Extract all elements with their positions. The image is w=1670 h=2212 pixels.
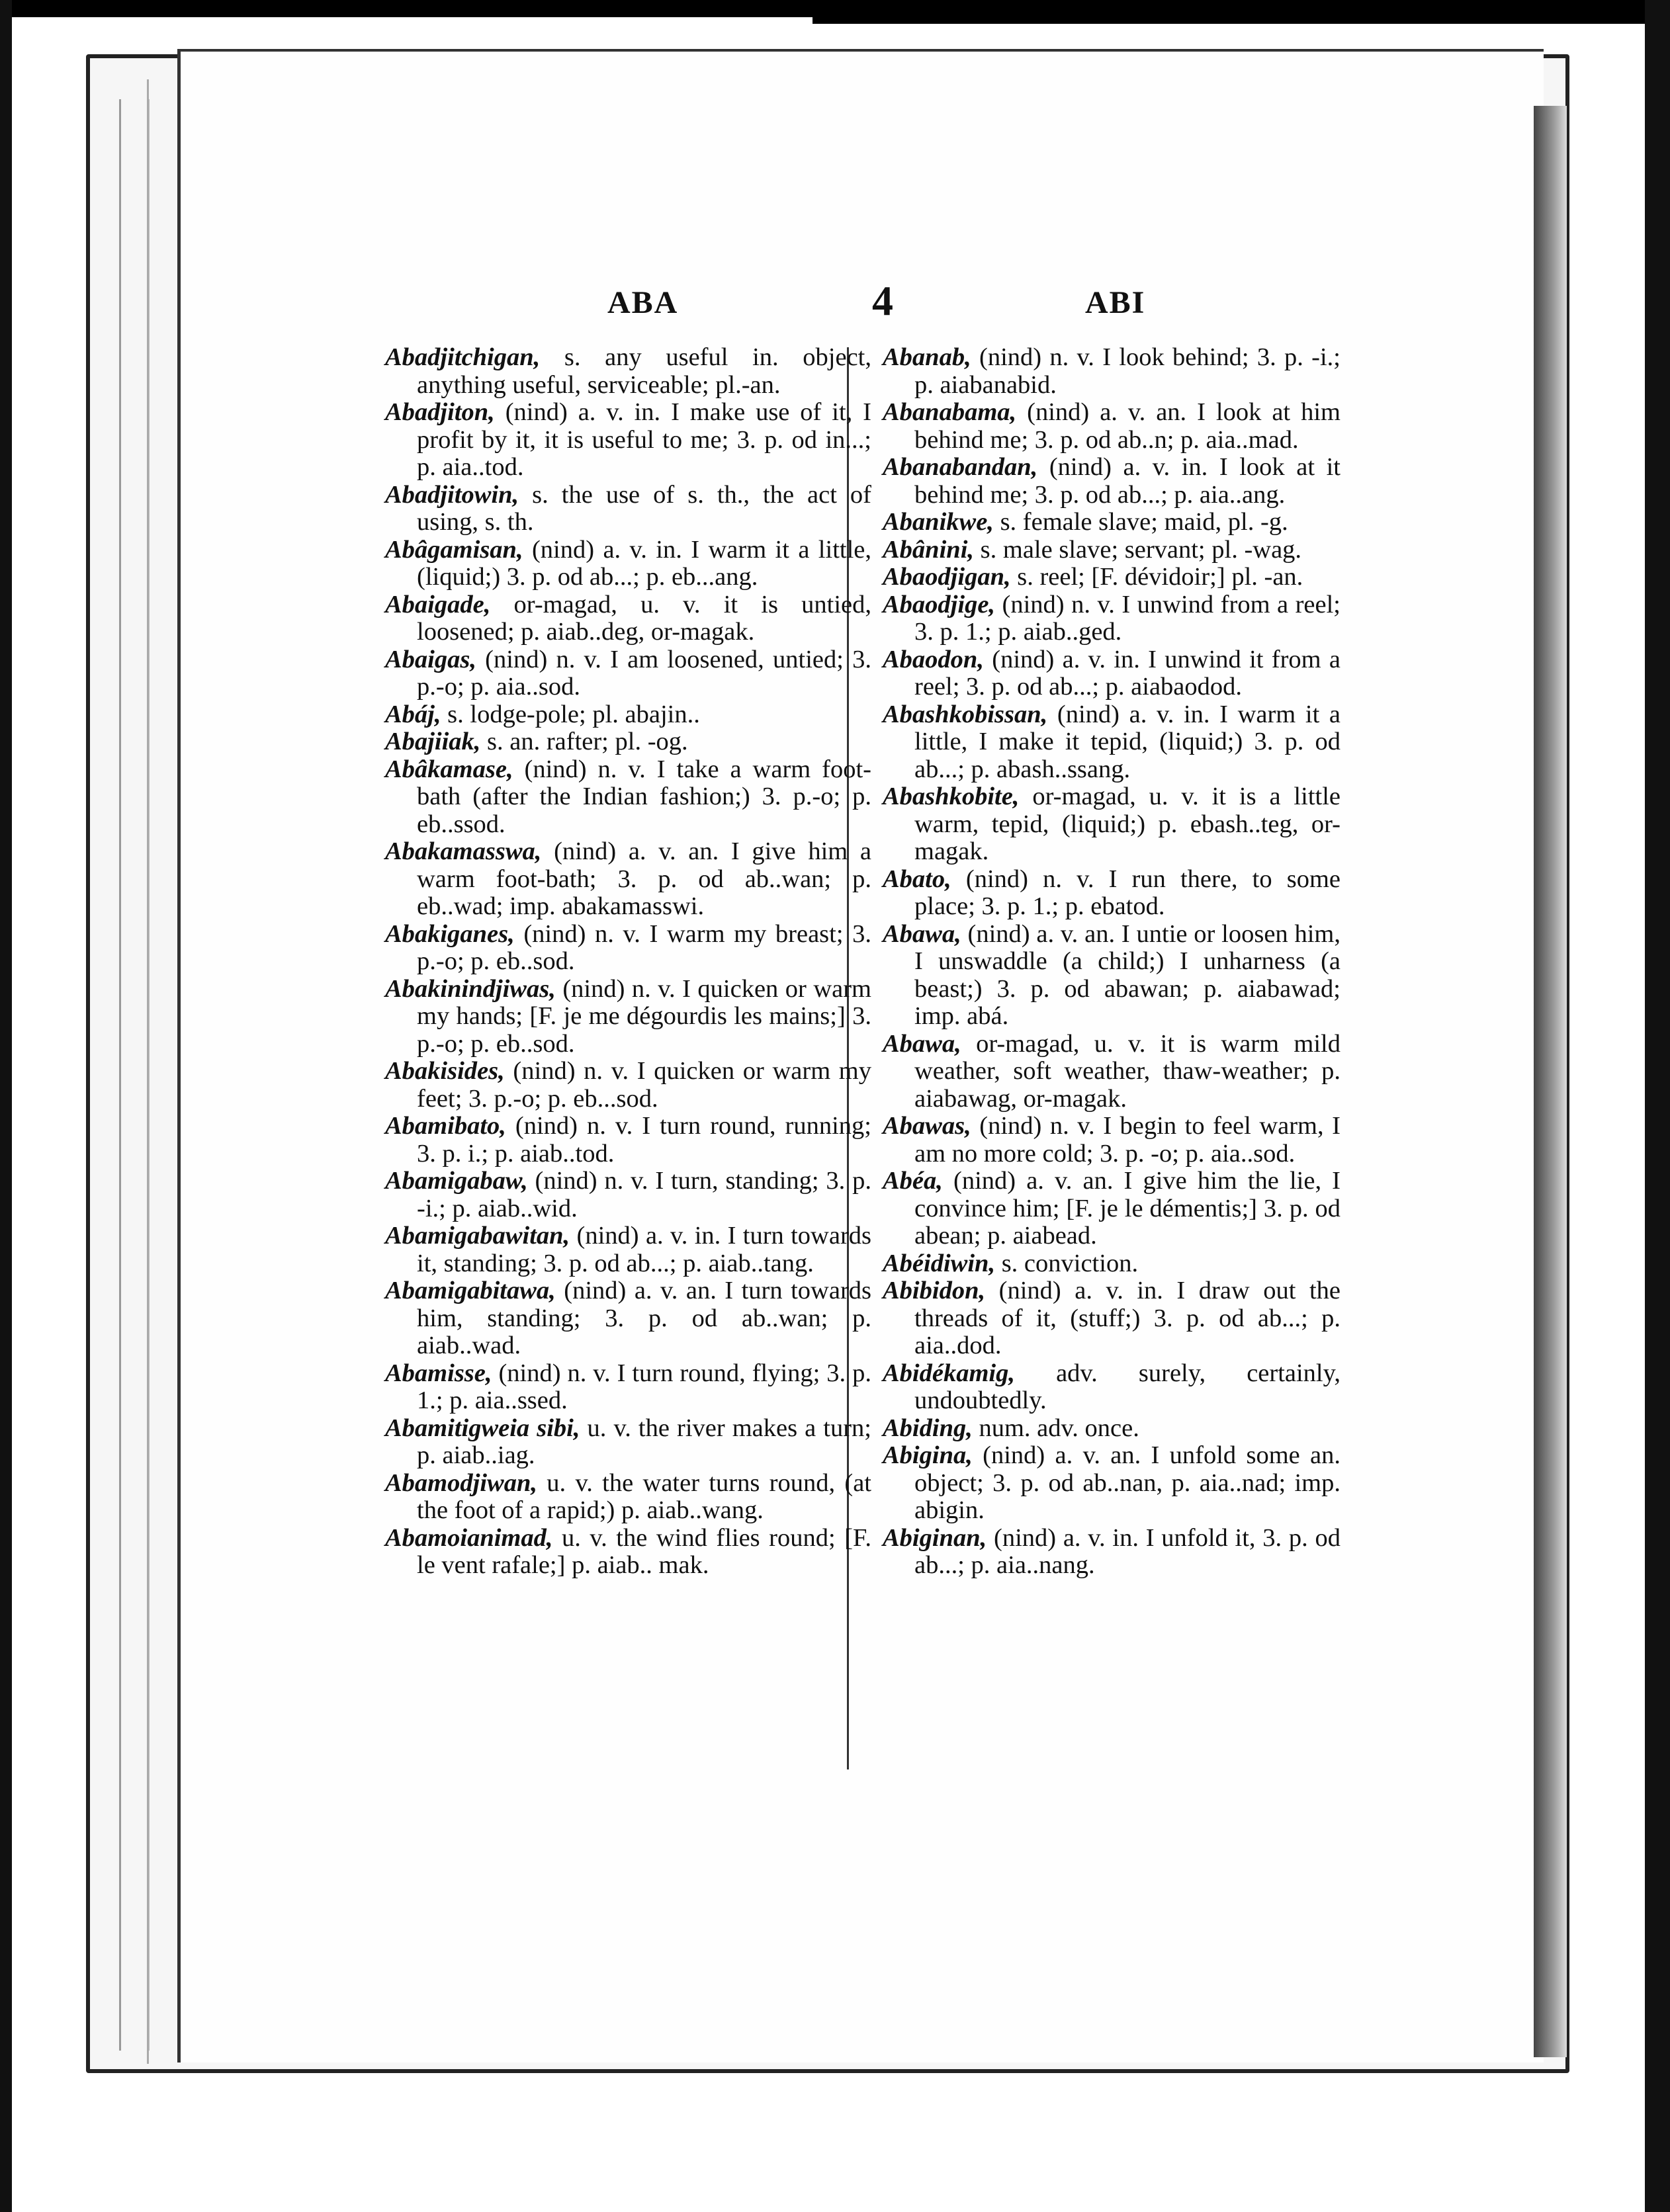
definition: (nind) a. v. in. I draw out the threads of it, (stuff;) 3. p. od ab...; p. aia..dod.	[914, 1277, 1340, 1359]
headword: Abaodjigan,	[883, 563, 1011, 591]
definition: (nind) a. v. an. I untie or loosen him, I unswaddle (a child;) I unharness (a beast;) 3. p. od abawan; p. aiabawad; imp. abá.	[914, 919, 1340, 1030]
headword: Abadjiton,	[385, 398, 495, 426]
dictionary-entry	[883, 701, 1340, 784]
dictionary-entry	[385, 1415, 871, 1470]
definition: s. female slave; maid, pl. -g.	[993, 508, 1288, 536]
definition: or-magad, u. v. it is untied, loosened; p. aiab..deg, or-magak.	[417, 590, 871, 646]
headword: Abâgamisan,	[385, 535, 523, 564]
guide-word-right: ABI	[1085, 285, 1146, 320]
definition: (nind) a. v. in. I look at it behind me; 3. p. od ab...; p. aia..ang.	[914, 453, 1340, 509]
definition: (nind) n. v. I unwind from a reel; 3. p. 1.; p. aiab..ged.	[914, 590, 1340, 646]
dictionary-entry	[883, 646, 1340, 701]
definition: s. male slave; servant; pl. -wag.	[974, 535, 1302, 564]
headword: Abato,	[883, 865, 951, 893]
headword: Abaigas,	[385, 645, 476, 673]
dictionary-entry	[883, 509, 1340, 536]
dictionary-entry	[385, 701, 871, 729]
headword: Abâkamase,	[385, 755, 513, 783]
headword: Abiding,	[883, 1414, 973, 1442]
dictionary-entry	[883, 1525, 1340, 1580]
page-stack-edge-2	[147, 79, 175, 2064]
definition: (nind) a. v. in. I warm it a little, I make it tepid, (liquid;) 3. p. od ab...; p. abash..ssang.	[914, 700, 1340, 783]
headword: Abamisse,	[385, 1359, 492, 1387]
headword: Abaodjige,	[883, 590, 996, 618]
headword: Abânini,	[883, 535, 975, 564]
headword: Abadjitowin,	[385, 480, 519, 509]
definition: (nind) n. v. I quicken or warm my hands; [F. je me dégourdis les mains;] 3. p.-o; p. eb..sod.	[417, 974, 871, 1058]
scan-border-top-right	[813, 0, 1670, 24]
definition: (nind) n. v. I quicken or warm my feet; 3. p.-o; p. eb...sod.	[417, 1057, 871, 1113]
dictionary-entry	[883, 591, 1340, 646]
headword: Abamigabawitan,	[385, 1222, 570, 1250]
definition: s. any useful in. object, anything useful, serviceable; pl.-an.	[417, 343, 871, 399]
dictionary-entry	[883, 399, 1340, 454]
headword: Abanab,	[883, 343, 971, 371]
dictionary-entry	[883, 1031, 1340, 1113]
dictionary-entry	[385, 1470, 871, 1525]
dictionary-entry	[883, 1277, 1340, 1360]
headword: Abadjitchigan,	[385, 343, 541, 371]
headword: Abamigabaw,	[385, 1167, 528, 1195]
definition: (nind) a. v. an. I give him the lie, I convince him; [F. je le démentis;] 3. p. od abean; p. aiabead.	[914, 1167, 1340, 1250]
definition: u. v. the water turns round, (at the foot of a rapid;) p. aiab..wang.	[417, 1468, 871, 1524]
left-column	[385, 344, 871, 1580]
dictionary-entry	[385, 756, 871, 839]
guide-word-left: ABA	[607, 285, 679, 320]
definition: u. v. the wind flies round; [F. le vent rafale;] p. aiab.. mak.	[417, 1523, 871, 1579]
definition: (nind) a. v. an. I look at him behind me; 3. p. od ab..n; p. aia..mad.	[914, 398, 1340, 454]
headword: Abidékamig,	[883, 1359, 1015, 1387]
headword: Abigina,	[883, 1441, 973, 1469]
headword: Abawas,	[883, 1112, 971, 1140]
headword: Abanikwe,	[883, 508, 994, 536]
headword: Abamigabitawa,	[385, 1277, 556, 1304]
definition: (nind) a. v. in. I make use of it, I profit by it, it is useful to me; 3. p. od in...; p. aia..tod.	[417, 398, 871, 481]
definition: (nind) n. v. I turn, standing; 3. p. -i.; p. aiab..wid.	[417, 1167, 871, 1222]
definition: s. the use of s. th., the act of using, s. th.	[417, 480, 871, 536]
dictionary-entry	[385, 1222, 871, 1277]
headword: Abamitigweia sibi,	[385, 1414, 580, 1442]
definition: adv. surely, certainly, undoubtedly.	[914, 1359, 1340, 1414]
definition: (nind) a. v. an. I unfold some an. object; 3. p. od ab..nan, p. aia..nad; imp. abigin.	[914, 1441, 1340, 1524]
headword: Abamoianimad,	[385, 1523, 553, 1552]
dictionary-entry	[385, 344, 871, 399]
definition: (nind) a. v. in. I unwind it from a reel; 3. p. od ab...; p. aiabaodod.	[914, 645, 1340, 701]
dictionary-entry	[883, 1113, 1340, 1168]
headword: Abawa,	[883, 919, 961, 948]
dictionary-entry	[385, 1277, 871, 1360]
dictionary-entry	[883, 344, 1340, 399]
dictionary-entry	[883, 536, 1340, 564]
dictionary-entry	[385, 921, 871, 976]
dictionary-entry	[385, 838, 871, 921]
definition: (nind) n. v. I begin to feel warm, I am no more cold; 3. p. -o; p. aia..sod.	[914, 1112, 1340, 1168]
dictionary-entry	[385, 1168, 871, 1222]
headword: Abashkobissan,	[883, 700, 1048, 728]
definition: u. v. the river makes a turn; p. aiab..iag.	[417, 1414, 872, 1469]
definition: num. adv. once.	[972, 1414, 1139, 1442]
definition: (nind) n. v. I take a warm foot-bath (after the Indian fashion;) 3. p.-o; p. eb..ssod.	[417, 755, 871, 838]
definition: (nind) a. v. in. I unfold it, 3. p. od ab...; p. aia..nang.	[914, 1523, 1340, 1579]
dictionary-entry	[883, 1168, 1340, 1250]
dictionary-entry	[385, 591, 871, 646]
definition: (nind) n. v. I turn round, flying; 3. p. 1.; p. aia..ssed.	[417, 1359, 871, 1414]
definition: s. reel; [F. dévidoir;] pl. -an.	[1010, 563, 1303, 591]
definition: or-magad, u. v. it is a little warm, tepid, (liquid;) p. ebash..teg, or-magak.	[914, 783, 1340, 865]
headword: Abawa,	[883, 1029, 961, 1058]
headword: Abaodon,	[883, 645, 984, 673]
dictionary-entry	[385, 1360, 871, 1415]
definition: (nind) n. v. I look behind; 3. p. -i.; p. aiabanabid.	[914, 343, 1340, 399]
page-edge-shadow	[1534, 106, 1567, 2057]
headword: Abamibato,	[385, 1112, 506, 1140]
dictionary-entry	[883, 921, 1340, 1031]
definition: (nind) n. v. I turn round, running; 3. p. i.; p. aiab..tod.	[417, 1112, 871, 1168]
headword: Abanabandan,	[883, 453, 1038, 481]
headword: Abajiiak,	[385, 728, 481, 755]
definition: (nind) a. v. an. I turn towards him, standing; 3. p. od ab..wan; p. aiab..wad.	[417, 1277, 871, 1359]
dictionary-entry	[385, 536, 871, 591]
definition: (nind) a. v. in. I turn towards it, standing; 3. p. od ab...; p. aiab..tang.	[417, 1222, 871, 1277]
dictionary-entry	[385, 976, 871, 1058]
headword: Abéidiwin,	[883, 1249, 996, 1277]
definition: (nind) n. v. I warm my breast; 3. p.-o; p. eb..sod.	[417, 919, 871, 975]
dictionary-entry	[385, 482, 871, 536]
headword: Abakiganes,	[385, 919, 515, 948]
dictionary-entry	[883, 454, 1340, 509]
page-stack-edge	[119, 99, 150, 2051]
headword: Abamodjiwan,	[385, 1468, 537, 1497]
right-column	[883, 344, 1340, 1580]
dictionary-entry	[883, 1250, 1340, 1278]
dictionary-entry	[883, 564, 1340, 591]
scan-border-left	[0, 0, 12, 2212]
definition: (nind) a. v. an. I give him a warm foot-bath; 3. p. od ab..wan; p. eb..wad; imp. abakamasswi.	[417, 837, 871, 920]
headword: Abakisides,	[385, 1057, 505, 1085]
headword: Abaigade,	[385, 590, 491, 618]
page-number: 4	[872, 277, 895, 324]
dictionary-entry	[385, 1058, 871, 1113]
dictionary-entry	[883, 783, 1340, 866]
definition: (nind) n. v. I am loosened, untied; 3. p.-o; p. aia..sod.	[417, 645, 871, 701]
dictionary-entry	[883, 866, 1340, 921]
definition: or-magad, u. v. it is warm mild weather, soft weather, thaw-weather; p. aiabawag, or-magak.	[914, 1029, 1340, 1113]
dictionary-entry	[883, 1442, 1340, 1525]
dictionary-entry	[385, 1113, 871, 1168]
definition: s. conviction.	[995, 1249, 1139, 1277]
dictionary-entry	[883, 1360, 1340, 1415]
dictionary-entry	[385, 399, 871, 482]
headword: Abéa,	[883, 1167, 943, 1195]
headword: Abiginan,	[883, 1523, 987, 1552]
headword: Abáj,	[385, 700, 441, 728]
headword: Abakinindjiwas,	[385, 974, 556, 1003]
dictionary-entry	[385, 1525, 871, 1580]
definition: s. an. rafter; pl. -og.	[480, 728, 688, 755]
headword: Abanabama,	[883, 398, 1017, 426]
dictionary-entry	[385, 728, 871, 756]
headword: Abibidon,	[883, 1277, 986, 1304]
dictionary-entry	[385, 646, 871, 701]
definition: (nind) a. v. in. I warm it a little, (liquid;) 3. p. od ab...; p. eb...ang.	[417, 535, 871, 591]
definition: (nind) n. v. I run there, to some place; 3. p. 1.; p. ebatod.	[914, 865, 1340, 920]
definition: s. lodge-pole; pl. abajin..	[441, 700, 700, 728]
scan-border-right	[1645, 0, 1670, 2212]
dictionary-entry	[883, 1415, 1340, 1443]
headword: Abakamasswa,	[385, 837, 542, 865]
headword: Abashkobite,	[883, 783, 1020, 810]
